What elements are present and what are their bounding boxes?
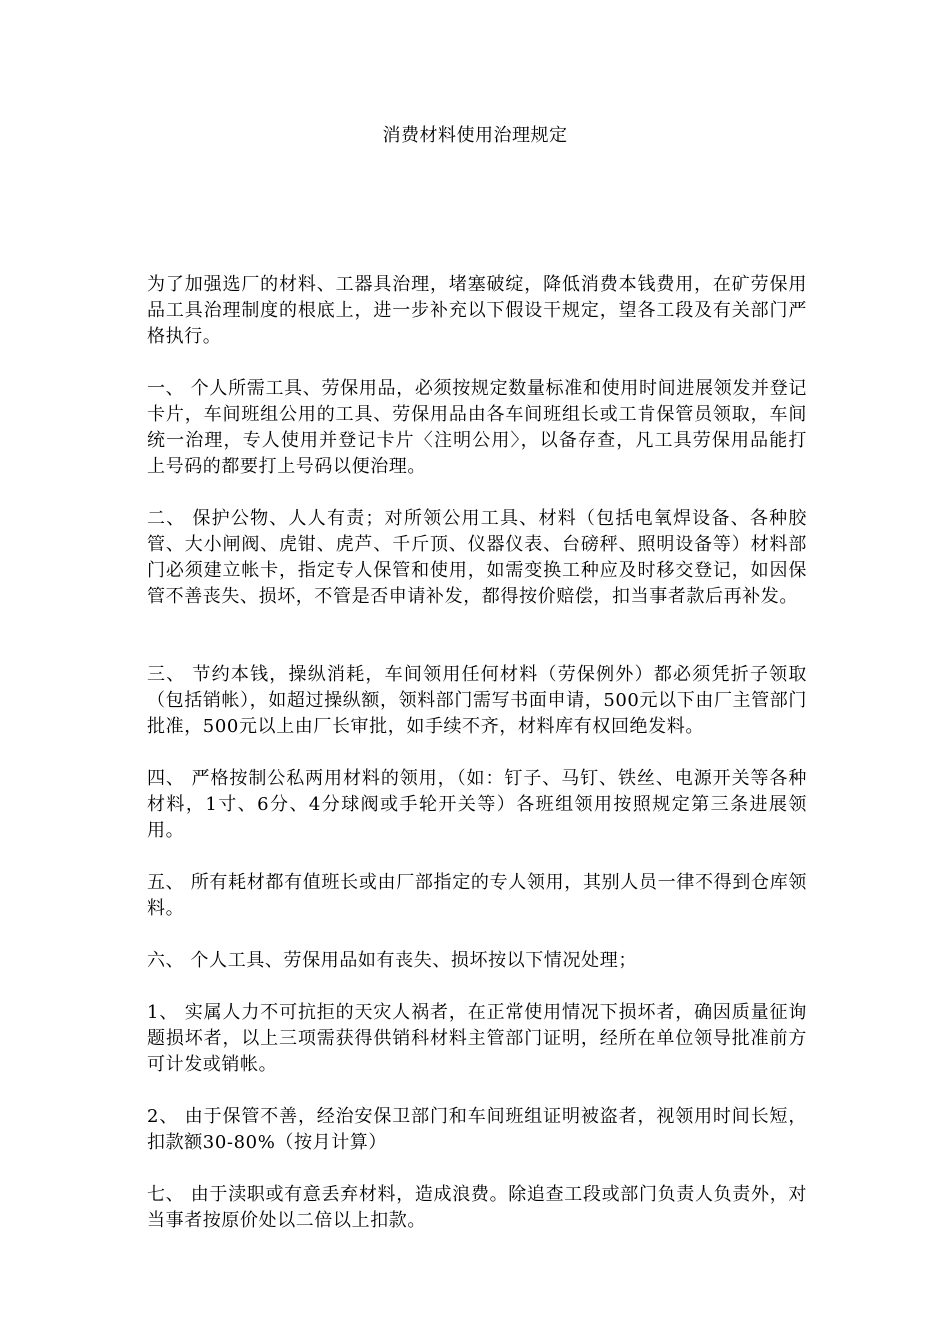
paragraph-rule-6-item-1: 1、 实属人力不可抗拒的天灾人祸者，在正常使用情况下损坏者，确因质量征询题损坏者，以上三项需获得供销科材料主管部门证明，经所在单位领导批准前方可计发或销帐。 — [147, 1002, 807, 1075]
paragraph-rule-6: 六、 个人工具、劳保用品如有丧失、损坏按以下情况处理； — [147, 950, 637, 971]
paragraph-rule-7: 七、 由于渎职或有意丢弃材料，造成浪费。除追查工段或部门负责人负责外，对当事者按原价处以二倍以上扣款。 — [147, 1184, 807, 1231]
paragraph-intro: 为了加强选厂的材料、工器具治理，堵塞破绽，降低消费本钱费用，在矿劳保用品工具治理制度的根底上，进一步补充以下假设干规定，望各工段及有关部门严格执行。 — [147, 274, 807, 347]
paragraph-rule-6-item-2: 2、 由于保管不善，经治安保卫部门和车间班组证明被盗者，视领用时间长短，扣款额30-80%（按月计算） — [147, 1106, 807, 1153]
paragraph-rule-4: 四、 严格按制公私两用材料的领用，（如：钉子、马钉、铁丝、电源开关等各种材料，1寸、6分、4分球阀或手轮开关等）各班组领用按照规定第三条进展领用。 — [147, 768, 807, 841]
paragraph-rule-3: 三、 节约本钱，操纵消耗，车间领用任何材料（劳保例外）都必须凭折子领取（包括销帐），如超过操纵额，领料部门需写书面申请，500元以下由厂主管部门批准，500元以上由厂长审批，如手续不齐，材料库有权回绝发料。 — [147, 664, 807, 737]
document-title: 消费材料使用治理规定 — [382, 125, 568, 146]
paragraph-rule-2: 二、 保护公物、人人有责；对所领公用工具、材料（包括电氧焊设备、各种胶管、大小闸阀、虎钳、虎芦、千斤顶、仪器仪表、台磅秤、照明设备等）材料部门必须建立帐卡，指定专人保管和使用，如需变换工种应及时移交登记，如因保管不善丧失、损坏，不管是否申请补发，都得按价赔偿，扣当事者款后再补发。 — [147, 508, 807, 607]
paragraph-rule-5: 五、 所有耗材都有值班长或由厂部指定的专人领用，其别人员一律不得到仓库领料。 — [147, 872, 807, 919]
paragraph-rule-1: 一、 个人所需工具、劳保用品，必须按规定数量标准和使用时间进展领发并登记卡片，车间班组公用的工具、劳保用品由各车间班组长或工肯保管员领取，车间统一治理，专人使用并登记卡片〈注明公用〉，以备存查，凡工具劳保用品能打上号码的都要打上号码以便治理。 — [147, 378, 807, 477]
